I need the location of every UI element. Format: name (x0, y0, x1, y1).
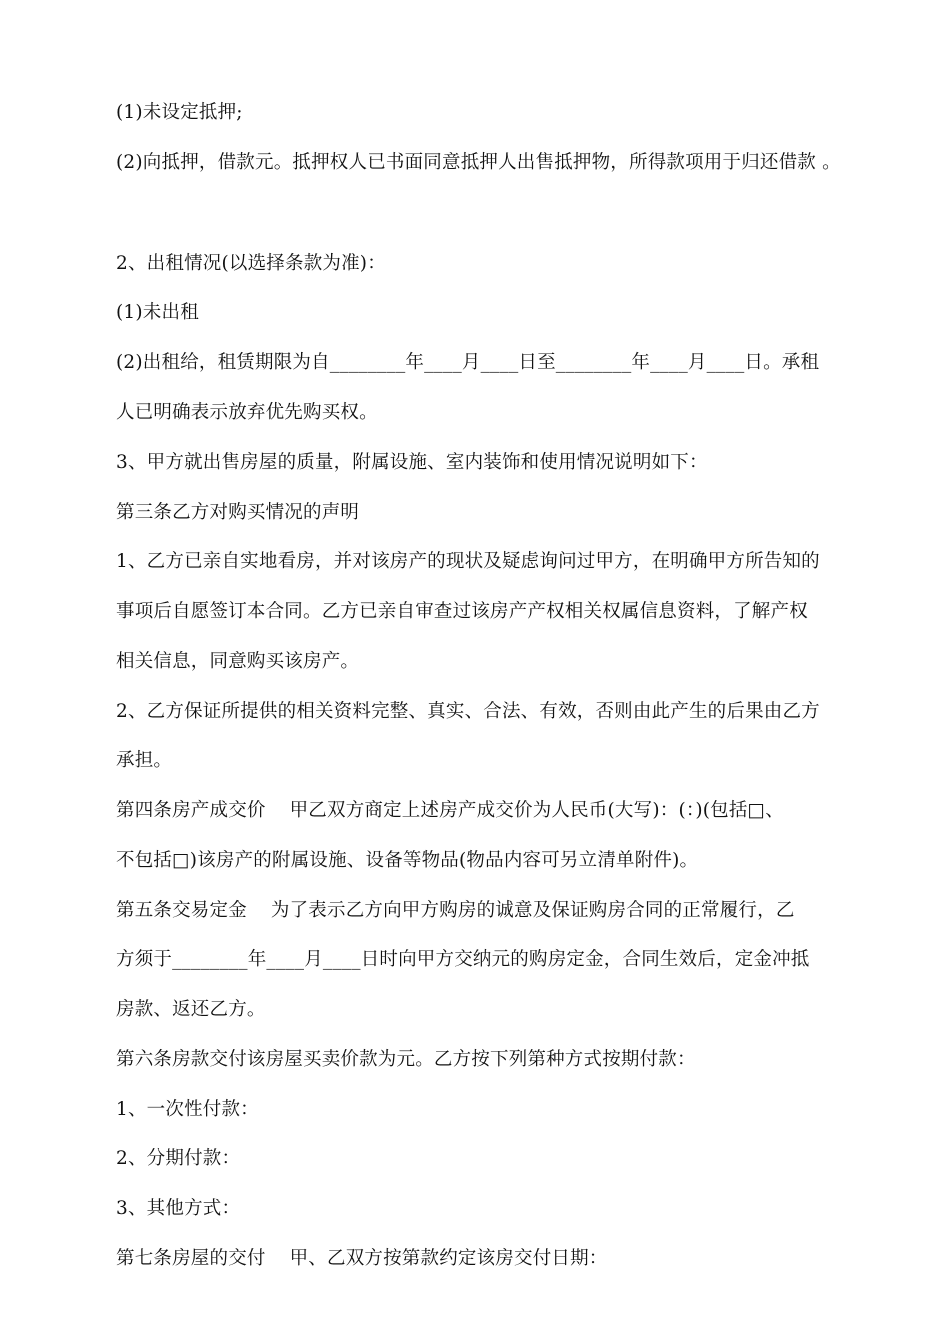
article-7-line (116, 1247, 608, 1271)
paragraph-line: 房款、返还乙方。 (116, 999, 266, 1020)
paragraph-line: (1)未设定抵押; (116, 102, 243, 123)
paragraph-line: 方须于________年____月____日时向甲方交纳元的购房定金，合同生效后，定金冲抵 (116, 949, 810, 970)
article-heading: 第七条房屋的交付 (116, 1248, 266, 1269)
article-text: 甲乙双方商定上述房产成交价为人民币(大写)：(：) (289, 800, 703, 821)
paragraph-line: (1)未出租 (116, 302, 199, 323)
paragraph-line: 3、其他方式： (116, 1198, 241, 1219)
article-heading: 第四条房产成交价 (116, 800, 266, 821)
paragraph-line: 不包括□)该房产的附属设施、设备等物品(物品内容可另立清单附件)。 (116, 850, 699, 871)
article-text: 乙 (775, 900, 795, 921)
article-text: (包括□、 (702, 800, 784, 821)
article-text: 为了表示乙方向甲方购房的诚意及保证购房合同的正常履行， (270, 900, 776, 921)
article-heading: 第三条乙方对购买情况的声明 (116, 502, 360, 523)
paragraph-line: 1、乙方已亲自实地看房，并对该房产的现状及疑虑询问过甲方，在明确甲方所告知的 (116, 551, 820, 572)
article-5-line (116, 899, 795, 923)
paragraph-line: 1、一次性付款： (116, 1099, 259, 1120)
paragraph-line: 承担。 (116, 750, 173, 771)
paragraph-line: 2、分期付款： (116, 1148, 241, 1169)
article-text: 甲、乙双方按第款约定该房交付日期： (289, 1248, 608, 1269)
paragraph-line: 人已明确表示放弃优先购买权。 (116, 402, 378, 423)
paragraph-line: 相关信息，同意购买该房产。 (116, 651, 360, 672)
paragraph-line: 2、乙方保证所提供的相关资料完整、真实、合法、有效，否则由此产生的后果由乙方 (116, 701, 820, 722)
paragraph-line: 3、甲方就出售房屋的质量，附属设施、室内装饰和使用情况说明如下： (116, 452, 708, 473)
paragraph-line: 2、出租情况(以选择条款为准)： (116, 253, 386, 274)
paragraph-line: 事项后自愿签订本合同。乙方已亲自审查过该房产产权相关权属信息资料，了解产权 (116, 601, 808, 622)
article-4-line (116, 799, 784, 823)
paragraph-line: (2)出租给，租赁期限为自________年____月____日至________年____月____日。承租 (116, 352, 820, 373)
article-heading: 第六条房款交付该房屋买卖价款为元。乙方按下列第种方式按期付款： (116, 1049, 696, 1070)
paragraph-line: (2)向抵押，借款元。抵押权人已书面同意抵押人出售抵押物，所得款项用于归还借款 。 (116, 152, 841, 173)
article-heading: 第五条交易定金 (116, 900, 247, 921)
